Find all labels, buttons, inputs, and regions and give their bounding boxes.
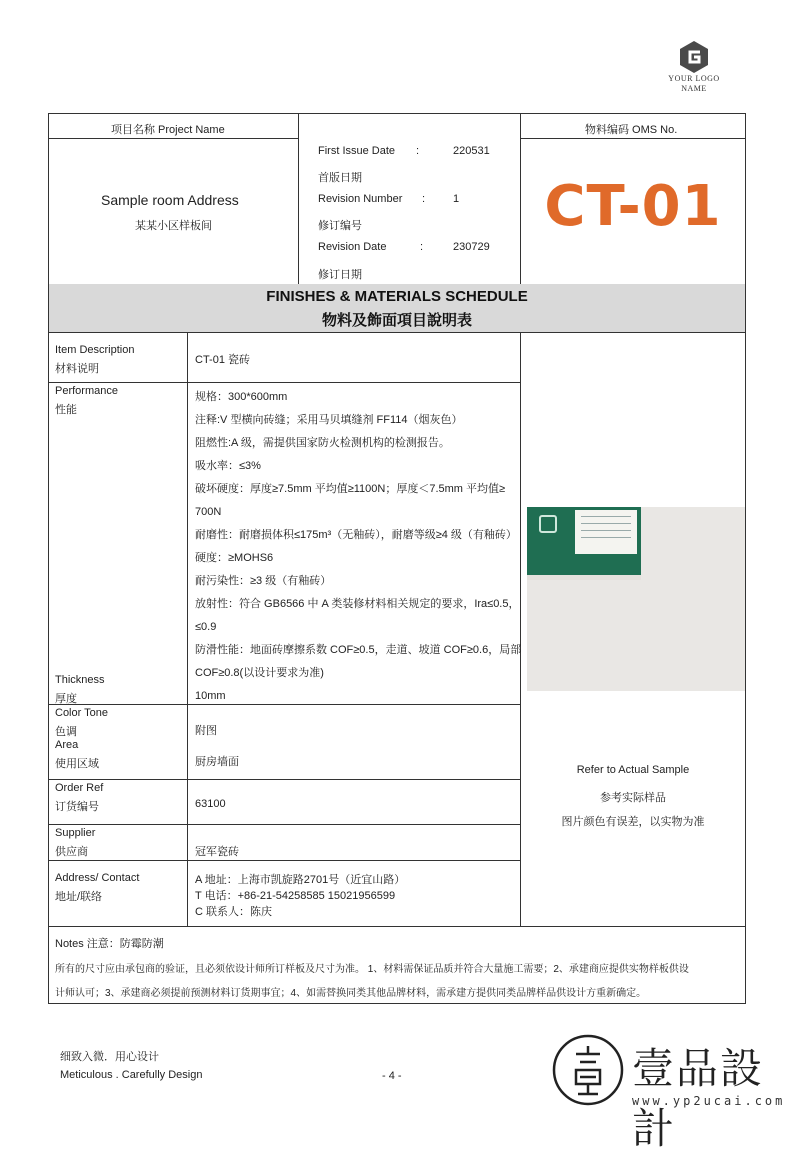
order-ref-label-en: Order Ref <box>55 782 104 794</box>
logo-text-line1: YOUR LOGO <box>668 74 720 83</box>
performance-line: 破坏硬度：厚度≥7.5mm 平均值≥1100N；厚度＜7.5mm 平均值≥ <box>195 483 506 495</box>
brand-seal-icon <box>550 1032 626 1108</box>
sample-note-cn: 参考实际样品 <box>600 792 666 804</box>
supplier-label-cn: 供应商 <box>55 846 88 858</box>
item-description-label-en: Item Description <box>55 344 135 356</box>
thickness-label-cn: 厚度 <box>55 693 77 705</box>
sample-color-disclaimer: 图片颜色有误差，以实物为准 <box>561 816 705 828</box>
schedule-title <box>49 284 745 332</box>
sample-label-sticker <box>575 510 637 554</box>
page-number: - 4 - <box>382 1070 402 1082</box>
first-issue-value: 220531 <box>453 145 490 157</box>
project-name-cn: 某某小区样板间 <box>135 220 212 232</box>
notes-line-2: 计师认可；3、承建商必须提前预测材料订货期事宜；4、如需替换同类其他品牌材料，需承建方提供同类品牌样品供设计方重新确定。 <box>55 988 647 999</box>
company-logo <box>654 40 734 94</box>
revision-date-colon: : <box>420 241 424 253</box>
revision-date-value: 230729 <box>453 241 490 253</box>
footer-slogan-cn: 细致入微．用心设计 <box>60 1051 159 1063</box>
performance-line: 规格：300*600mm <box>195 391 288 403</box>
project-name-label: 项目名称 Project Name <box>111 124 225 136</box>
notes-title: Notes 注意：防霉防潮 <box>55 938 164 950</box>
item-description-value: CT-01 瓷砖 <box>195 354 251 366</box>
brand-name-cn: 壹品設計 <box>632 1044 765 1153</box>
contact-label-en: Address/ Contact <box>55 872 140 884</box>
oms-no-label: 物料编码 OMS No. <box>585 124 678 136</box>
footer-slogan <box>60 1048 202 1084</box>
contact-label-cn: 地址/联络 <box>55 891 103 903</box>
color-tone-label-en: Color Tone <box>55 707 108 719</box>
brand-url: www.yp2ucai.com <box>632 1094 786 1108</box>
performance-line: ≤0.9 <box>195 621 217 633</box>
performance-line: 700N <box>195 506 222 518</box>
revision-number-label: Revision Number <box>318 193 403 205</box>
performance-line: 阻燃性:A 级，需提供国家防火检测机构的检测报告。 <box>195 437 450 449</box>
performance-line: 耐磨性：耐磨损体积≤175m³（无釉砖），耐磨等级≥4 级（有釉砖） <box>195 529 517 541</box>
material-sample-photo <box>527 507 745 691</box>
revision-number-value: 1 <box>453 193 460 205</box>
order-ref-value: 63100 <box>195 798 226 810</box>
performance-line: 注释:V 型横向砖缝；采用马贝填缝剂 FF114（烟灰色） <box>195 414 463 426</box>
area-value: 厨房墙面 <box>195 756 239 768</box>
contact-address: A 地址：上海市凯旋路2701号（近宜山路） <box>195 874 406 886</box>
performance-line: 放射性：符合 GB6566 中 A 类装修材料相关规定的要求，Ira≤0.5， <box>195 598 520 610</box>
thickness-value: 10mm <box>195 690 226 702</box>
brand-footer-logo <box>550 1030 786 1153</box>
schedule-title-cn: 物料及飾面項目說明表 <box>321 312 472 329</box>
area-label-cn: 使用区域 <box>55 758 99 770</box>
sample-note-en: Refer to Actual Sample <box>576 764 690 776</box>
revision-date-cn: 修订日期 <box>318 269 362 281</box>
notes-line-1: 所有的尺寸应由承包商的验证，且必须依设计师所订样板及尺寸为准。 1、材料需保证品质并符合大量施工需要；2、承建商应提供实物样板供设 <box>55 964 689 975</box>
color-tone-label-cn: 色调 <box>55 726 77 738</box>
material-code: CT-01 <box>544 174 722 239</box>
performance-line: 耐污染性：≥3 级（有釉砖） <box>195 575 332 587</box>
supplier-label-en: Supplier <box>55 827 96 839</box>
performance-spec-list <box>195 386 525 708</box>
thickness-label-en: Thickness <box>55 674 105 686</box>
logo-hexagon-icon <box>677 40 711 74</box>
revision-number-cn: 修订编号 <box>318 220 362 232</box>
schedule-title-en: FINISHES & MATERIALS SCHEDULE <box>266 288 528 305</box>
item-description-label-cn: 材料说明 <box>55 363 99 375</box>
sample-card <box>527 507 641 575</box>
logo-text-line2: NAME <box>681 84 707 93</box>
first-issue-label: First Issue Date <box>318 145 396 157</box>
sample-card-edge <box>527 575 641 580</box>
project-name-en: Sample room Address <box>101 192 239 208</box>
performance-line: 吸水率：≤3% <box>195 460 261 472</box>
performance-line: 防滑性能：地面砖摩擦系数 COF≥0.5，走道、坡道 COF≥0.6，局部 <box>195 644 522 656</box>
contact-person: C 联系人：陈庆 <box>195 906 272 918</box>
contact-phone: T 电话：+86-21-54258585 15021956599 <box>195 890 396 902</box>
supplier-value: 冠军瓷砖 <box>195 846 239 858</box>
first-issue-cn: 首版日期 <box>318 172 362 184</box>
order-ref-label-cn: 订货编号 <box>55 801 99 813</box>
performance-label-cn: 性能 <box>55 404 77 416</box>
performance-line: 硬度：≥MOHS6 <box>195 552 274 564</box>
revision-date-label: Revision Date <box>318 241 387 253</box>
footer-slogan-en: Meticulous . Carefully Design <box>60 1069 203 1081</box>
performance-line: COF≥0.8(以设计要求为准) <box>195 667 324 679</box>
sample-brand-mark-icon <box>539 515 557 533</box>
materials-schedule-sheet <box>48 113 746 1004</box>
color-tone-value: 附图 <box>195 725 217 737</box>
first-issue-colon: : <box>416 145 420 157</box>
area-label-en: Area <box>55 739 79 751</box>
revision-number-colon: : <box>422 193 426 205</box>
performance-label-en: Performance <box>55 385 118 397</box>
